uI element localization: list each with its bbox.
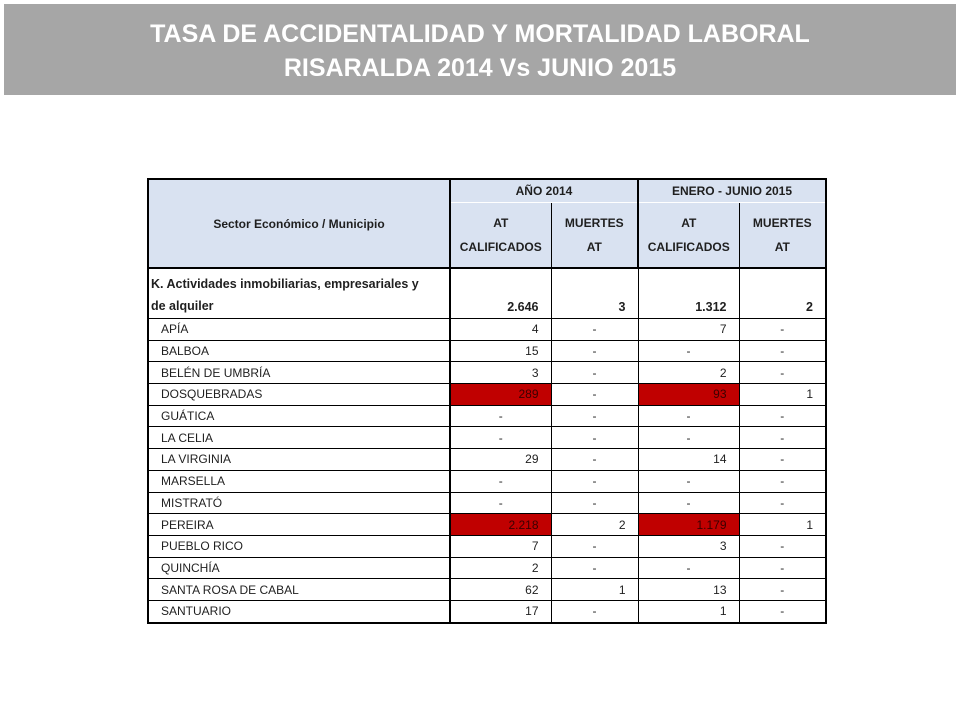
municipio-name: PEREIRA bbox=[148, 514, 450, 536]
at-2014-cell: 3 bbox=[450, 362, 551, 384]
total-muertes-2015: 2 bbox=[739, 268, 826, 319]
muertes-2014-cell: - bbox=[551, 449, 638, 471]
municipio-name: BELÉN DE UMBRÍA bbox=[148, 362, 450, 384]
municipio-name: PUEBLO RICO bbox=[148, 535, 450, 557]
at-2015-cell: 1 bbox=[638, 600, 739, 622]
municipio-name: MISTRATÓ bbox=[148, 492, 450, 514]
title-line-2: RISARALDA 2014 Vs JUNIO 2015 bbox=[283, 54, 677, 82]
at-2015-cell: 14 bbox=[638, 449, 739, 471]
at-2014-cell: 289 bbox=[450, 384, 551, 406]
municipio-name: QUINCHÍA bbox=[148, 557, 450, 579]
total-at-2015: 1.312 bbox=[638, 268, 739, 319]
muertes-2014-cell: 2 bbox=[551, 514, 638, 536]
muertes-2014-cell: - bbox=[551, 319, 638, 341]
muertes-2014-cell: - bbox=[551, 384, 638, 406]
muertes-2014-cell: - bbox=[551, 340, 638, 362]
muertes-2015-cell: - bbox=[739, 405, 826, 427]
at-2014-cell: 2 bbox=[450, 557, 551, 579]
at-2014-cell: - bbox=[450, 492, 551, 514]
muertes-2015-cell: - bbox=[739, 362, 826, 384]
slide-title bbox=[4, 4, 956, 95]
at-2015-cell: 2 bbox=[638, 362, 739, 384]
municipio-name: APÍA bbox=[148, 319, 450, 341]
at-2015-cell: 13 bbox=[638, 579, 739, 601]
municipio-name: SANTUARIO bbox=[148, 600, 450, 622]
at-2015-cell: - bbox=[638, 427, 739, 449]
muertes-2015-cell: - bbox=[739, 600, 826, 622]
municipio-row bbox=[148, 535, 826, 557]
at-2014-cell: 17 bbox=[450, 600, 551, 622]
muertes-2014-cell: - bbox=[551, 427, 638, 449]
muertes-2014-cell: 1 bbox=[551, 579, 638, 601]
accident-table bbox=[147, 178, 827, 624]
group-header-2015: ENERO - JUNIO 2015 bbox=[638, 179, 826, 203]
at-2014-cell: 7 bbox=[450, 535, 551, 557]
municipio-name: BALBOA bbox=[148, 340, 450, 362]
municipio-name: SANTA ROSA DE CABAL bbox=[148, 579, 450, 601]
muertes-2015-cell: - bbox=[739, 557, 826, 579]
at-2015-cell: 3 bbox=[638, 535, 739, 557]
municipio-row bbox=[148, 427, 826, 449]
municipio-row bbox=[148, 384, 826, 406]
total-muertes-2014: 3 bbox=[551, 268, 638, 319]
at-2014-cell: 4 bbox=[450, 319, 551, 341]
municipio-row bbox=[148, 514, 826, 536]
muertes-2014-cell: - bbox=[551, 470, 638, 492]
municipio-name: DOSQUEBRADAS bbox=[148, 384, 450, 406]
muertes-2015-cell: - bbox=[739, 319, 826, 341]
municipio-row bbox=[148, 319, 826, 341]
at-2014-cell: 15 bbox=[450, 340, 551, 362]
at-2014-cell: 29 bbox=[450, 449, 551, 471]
muertes-2014-cell: - bbox=[551, 600, 638, 622]
municipio-row bbox=[148, 405, 826, 427]
col-at-calificados-2015: AT CALIFICADOS bbox=[638, 203, 739, 269]
municipio-row bbox=[148, 557, 826, 579]
col-muertes-2014: MUERTES AT bbox=[551, 203, 638, 269]
muertes-2014-cell: - bbox=[551, 557, 638, 579]
group-header-2014: AÑO 2014 bbox=[450, 179, 638, 203]
muertes-2015-cell: 1 bbox=[739, 384, 826, 406]
at-2014-cell: - bbox=[450, 405, 551, 427]
at-2015-cell: 1.179 bbox=[638, 514, 739, 536]
sector-header: Sector Económico / Municipio bbox=[148, 179, 450, 268]
municipio-name: GUÁTICA bbox=[148, 405, 450, 427]
municipio-row bbox=[148, 579, 826, 601]
at-2015-cell: - bbox=[638, 470, 739, 492]
at-2015-cell: - bbox=[638, 405, 739, 427]
at-2014-cell: 62 bbox=[450, 579, 551, 601]
muertes-2014-cell: - bbox=[551, 362, 638, 384]
sector-total-row bbox=[148, 268, 826, 319]
muertes-2015-cell: - bbox=[739, 340, 826, 362]
muertes-2015-cell: - bbox=[739, 449, 826, 471]
muertes-2015-cell: - bbox=[739, 492, 826, 514]
municipio-row bbox=[148, 362, 826, 384]
municipio-row bbox=[148, 340, 826, 362]
muertes-2014-cell: - bbox=[551, 405, 638, 427]
muertes-2015-cell: - bbox=[739, 427, 826, 449]
at-2015-cell: - bbox=[638, 492, 739, 514]
muertes-2015-cell: - bbox=[739, 579, 826, 601]
muertes-2014-cell: - bbox=[551, 492, 638, 514]
muertes-2015-cell: - bbox=[739, 470, 826, 492]
at-2015-cell: - bbox=[638, 557, 739, 579]
title-line-1: TASA DE ACCIDENTALIDAD Y MORTALIDAD LABORAL bbox=[150, 20, 810, 48]
municipio-row bbox=[148, 470, 826, 492]
municipio-name: LA CELIA bbox=[148, 427, 450, 449]
at-2014-cell: - bbox=[450, 427, 551, 449]
muertes-2015-cell: 1 bbox=[739, 514, 826, 536]
col-muertes-2015: MUERTES AT bbox=[739, 203, 826, 269]
municipio-row bbox=[148, 600, 826, 622]
sector-name: K. Actividades inmobiliarias, empresariales y de alquiler bbox=[148, 268, 450, 319]
at-2014-cell: - bbox=[450, 470, 551, 492]
municipio-name: LA VIRGINIA bbox=[148, 449, 450, 471]
municipio-row bbox=[148, 449, 826, 471]
at-2015-cell: 7 bbox=[638, 319, 739, 341]
muertes-2015-cell: - bbox=[739, 535, 826, 557]
at-2015-cell: 93 bbox=[638, 384, 739, 406]
municipio-row bbox=[148, 492, 826, 514]
total-at-2014: 2.646 bbox=[450, 268, 551, 319]
col-at-calificados-2014: AT CALIFICADOS bbox=[450, 203, 551, 269]
municipio-name: MARSELLA bbox=[148, 470, 450, 492]
at-2014-cell: 2.218 bbox=[450, 514, 551, 536]
at-2015-cell: - bbox=[638, 340, 739, 362]
muertes-2014-cell: - bbox=[551, 535, 638, 557]
